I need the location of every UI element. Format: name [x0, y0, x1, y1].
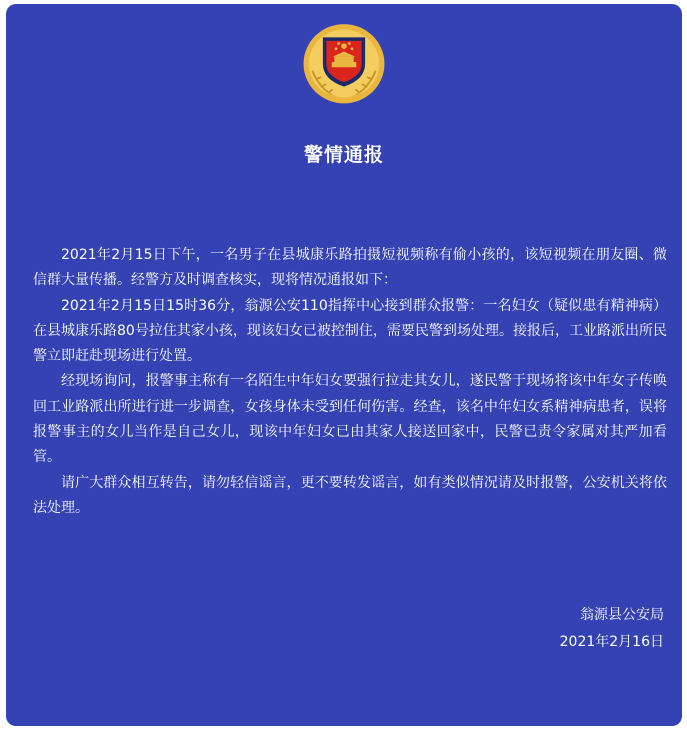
notice-paragraph: 经现场询问，报警事主称有一名陌生中年妇女要强行拉走其女儿，遂民警于现场将该中年女子传唤回工业路派出所进行进一步调查，女孩身体未受到任何伤害。经查，该名中年妇女系精神病患者，误将报警事主的女儿当作是自己女儿，现该中年妇女已由其家人接送回家中，民警已责令家属对其严加看管。 [33, 373, 667, 466]
notice-title: 警情通报 [303, 144, 384, 166]
notice-body [33, 243, 667, 521]
notice-paragraph: 2021年2月15日下午，一名男子在县城康乐路拍摄短视频称有偷小孩的，该短视频在朋友圈、微信群大量传播。经警方及时调查核实，现将情况通报如下： [33, 247, 667, 289]
signature-block [560, 602, 664, 656]
police-emblem-icon [300, 18, 388, 106]
notice-paragraph: 2021年2月15日15时36分，翁源公安110指挥中心接到群众报警：一名妇女（疑似患有精神病）在县城康乐路80号拉住其家小孩，现该妇女已被控制住，需要民警到场处理。接报后，工业路派出所民警立即赶赴现场进行处置。 [33, 297, 667, 365]
notice-paragraph: 请广大群众相互转告，请勿轻信谣言，更不要转发谣言，如有类似情况请及时报警，公安机关将依法处理。 [33, 474, 667, 516]
signature-agency: 翁源县公安局 [580, 607, 664, 623]
notice-card [6, 4, 682, 726]
signature-date: 2021年2月16日 [559, 634, 664, 650]
